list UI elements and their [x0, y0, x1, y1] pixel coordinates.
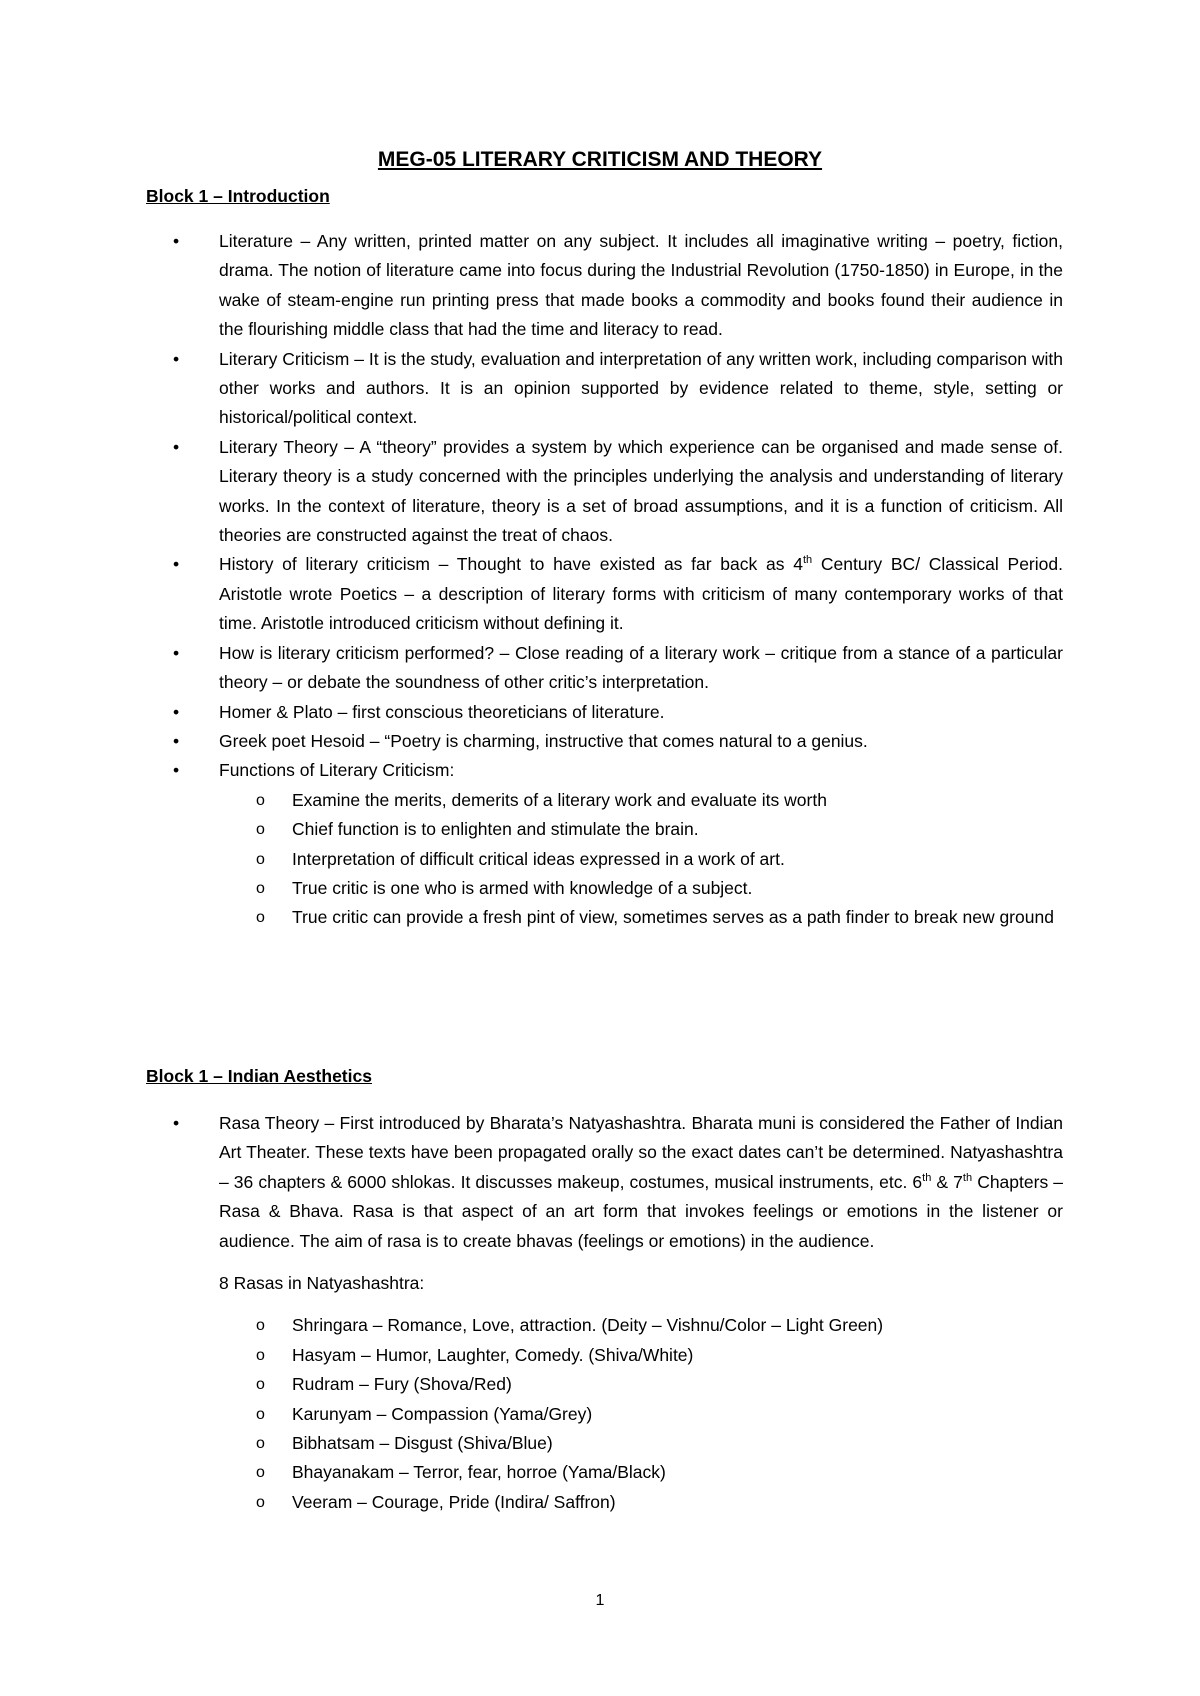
introduction-list	[146, 227, 1063, 933]
sublist-item: o True critic can provide a fresh pint of view, sometimes serves as a path finder to break new ground	[219, 903, 1063, 932]
functions-sublist	[219, 786, 1063, 933]
sublist-item: o Bhayanakam – Terror, fear, horroe (Yama/Black)	[219, 1458, 1063, 1487]
list-item: • History of literary criticism – Thought to have existed as far back as 4th Century BC/ Classical Period. Aristotle wrote Poetics – a description of literary forms with criticism of many contemporary works of that time. Aristotle introduced criticism without defining it.	[146, 550, 1063, 638]
rasa-theory-paragraph: • Rasa Theory – First introduced by Bharata’s Natyashashtra. Bharata muni is considered the Father of Indian Art Theater. These texts have been propagated orally so the exact dates can’t be determined. Natyashashtra – 36 chapters & 6000 shlokas. It discusses makeup, costumes, musical instruments, etc. 6th & 7th Chapters – Rasa & Bhava. Rasa is that aspect of an art form that invokes feelings or emotions in the listener or audience. The aim of rasa is to create bhavas (feelings or emotions) in the audience.	[219, 1113, 1064, 1251]
list-item: • How is literary criticism performed? – Close reading of a literary work – critique from a stance of a particular theory – or debate the soundness of other critic’s interpretation.	[146, 639, 1063, 698]
list-item: • Literary Criticism – It is the study, evaluation and interpretation of any written work, including comparison with other works and authors. It is an opinion supported by evidence related to theme, style, setting or historical/political context.	[146, 345, 1063, 433]
section-heading-introduction: Block 1 – Introduction	[146, 186, 330, 206]
list-item: • Homer & Plato – first conscious theoreticians of literature.	[146, 698, 1063, 727]
list-item	[146, 1109, 1063, 1517]
sublist-item: o Interpretation of difficult critical ideas expressed in a work of art.	[219, 845, 1063, 874]
rasas-sublist	[219, 1311, 1063, 1517]
sublist-item: o Hasyam – Humor, Laughter, Comedy. (Shiva/White)	[219, 1341, 1063, 1370]
page-number: 1	[595, 1592, 605, 1609]
document-title: MEG-05 LITERARY CRITICISM AND THEORY	[377, 148, 823, 171]
sublist-item: o Shringara – Romance, Love, attraction. (Deity – Vishnu/Color – Light Green)	[219, 1311, 1063, 1340]
sublist-item: o Examine the merits, demerits of a literary work and evaluate its worth	[219, 786, 1063, 815]
list-item: • Literary Theory – A “theory” provides a system by which experience can be organised and made sense of. Literary theory is a study concerned with the principles underlying the analysis and understanding of literary works. In the context of literature, theory is a set of broad assumptions, and it is a function of criticism. All theories are constructed against the treat of chaos.	[146, 433, 1063, 551]
sublist-item: o Karunyam – Compassion (Yama/Grey)	[219, 1400, 1063, 1429]
indian-aesthetics-list	[146, 1109, 1063, 1517]
rasas-label: 8 Rasas in Natyashashtra:	[219, 1273, 425, 1294]
section-heading-indian-aesthetics: Block 1 – Indian Aesthetics	[146, 1066, 372, 1086]
sublist-item: o Rudram – Fury (Shova/Red)	[219, 1370, 1063, 1399]
list-item: • Functions of Literary Criticism: o Examine the merits, demerits of a literary work and evaluate its worth o Chief function is to enlighten and stimulate the brain. o Interpretation of difficult critical ideas expressed in a work of art. o True critic is one who is armed with knowledge of a subject. o True critic can provide a fresh pint of view, sometimes serves as a path finder to break new ground	[146, 756, 1063, 932]
sublist-item: o Bibhatsam – Disgust (Shiva/Blue)	[219, 1429, 1063, 1458]
list-item: • Literature – Any written, printed matter on any subject. It includes all imaginative writing – poetry, fiction, drama. The notion of literature came into focus during the Industrial Revolution (1750-1850) in Europe, in the wake of steam-engine run printing press that made books a commodity and books found their audience in the flourishing middle class that had the time and literacy to read.	[146, 227, 1063, 345]
sublist-item: o Chief function is to enlighten and stimulate the brain.	[219, 815, 1063, 844]
sublist-item: o True critic is one who is armed with knowledge of a subject.	[219, 874, 1063, 903]
list-item: • Greek poet Hesoid – “Poetry is charming, instructive that comes natural to a genius.	[146, 727, 1063, 756]
sublist-item: o Veeram – Courage, Pride (Indira/ Saffron)	[219, 1488, 1063, 1517]
